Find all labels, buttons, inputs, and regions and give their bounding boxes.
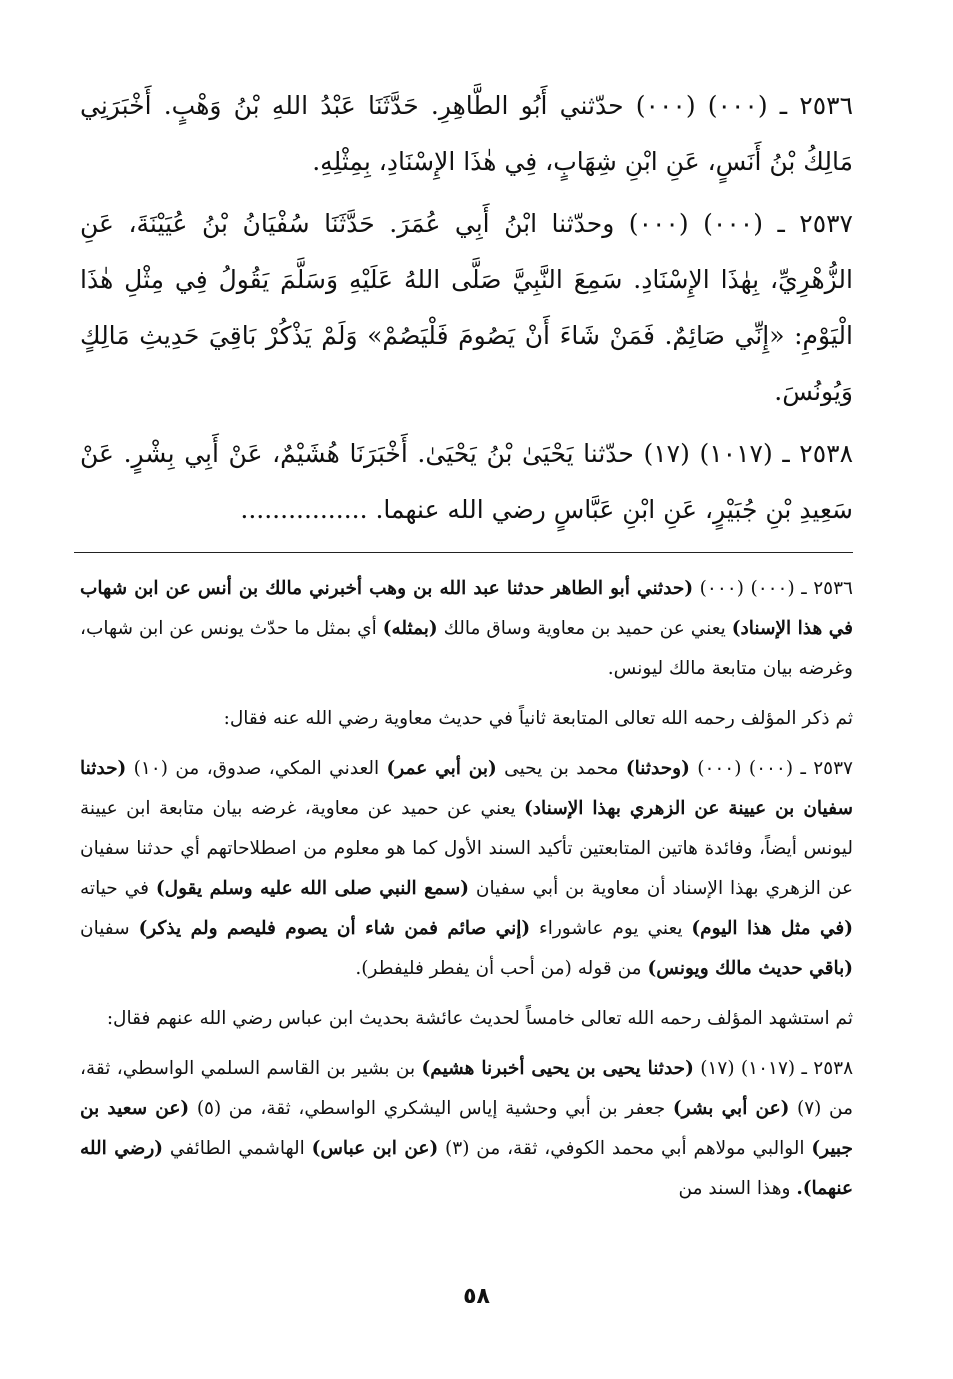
commentary-2536 — [80, 569, 853, 689]
bold-quote: (إني صائم فمن شاء أن يصوم فليصم ولم يذكر) — [138, 918, 531, 939]
commentary-intro: ثم استشهد المؤلف رحمه الله تعالى خامساً لحديث عائشة بحديث ابن عباس رضي الله عنهم فقال: — [106, 1008, 853, 1029]
bold-quote: (بمثله) — [382, 618, 438, 639]
commentary-text: جعفر بن أبي وحشية إياس اليشكري الواسطي، ثقة، من (٥) — [196, 1098, 666, 1119]
bold-quote: (بن أبي عمر) — [386, 758, 497, 779]
commentary-block — [80, 569, 853, 1209]
commentary-text: بن بشير بن القاسم السلمي الواسطي، ثقة، من (٧) — [80, 1058, 853, 1119]
bold-quote: (حدثنا يحيى بن يحيى أخبرنا هشيم) — [421, 1058, 694, 1079]
commentary-number: ٢٥٣٨ ـ (١٠١٧) (١٧) — [700, 1058, 854, 1079]
commentary-intro: ثم ذكر المؤلف رحمه الله تعالى المتابعة ثانياً في حديث معاوية رضي الله عنه فقال: — [223, 708, 853, 729]
commentary-text: محمد بن يحيى — [504, 758, 619, 779]
commentary-number: ٢٥٣٦ ـ (٠٠٠) (٠٠٠) — [699, 578, 853, 599]
bold-quote: (حدثنا سفيان بن عيينة عن الزهري بهذا الإسناد) — [80, 758, 853, 819]
commentary-2537 — [80, 749, 853, 989]
bold-quote: (حدثني أبو الطاهر حدثنا عبد الله بن وهب أخبرني مالك بن أنس عن ابن شهاب في هذا الإسناد) — [80, 578, 854, 639]
commentary-text: سفيان — [80, 918, 130, 939]
commentary-text: وهذا السند من — [678, 1178, 791, 1199]
commentary-text: أي بمثل ما حدّث يونس عن ابن شهاب، وغرضه بيان متابعة مالك ليونس. — [80, 618, 853, 679]
commentary-number: ٢٥٣٧ ـ (٠٠٠) (٠٠٠) — [697, 758, 853, 779]
commentary-text: الوالبي مولاهم أبي محمد الكوفي، ثقة، من (٣) — [445, 1138, 805, 1159]
hadith-2536: ٢٥٣٦ ـ (٠٠٠) (٠٠٠) حدّثني أَبُو الطَّاهِرِ. حَدَّثَنَا عَبْدُ اللهِ بْنُ وَهْبٍ. أَخْبَرَنِي مَالِكُ بْنُ أَنَسٍ، عَنِ ابْنِ شِهَابٍ، فِي هٰذَا الإِسْنَادِ، بِمِثْلِهِ. — [80, 91, 853, 176]
commentary-text: يعني يوم عاشوراء — [539, 918, 683, 939]
bold-quote: (عن أبي بشر) — [672, 1098, 790, 1119]
hadith-2537: ٢٥٣٧ ـ (٠٠٠) (٠٠٠) وحدّثنا ابْنُ أَبِي عُمَرَ. حَدَّثَنَا سُفْيَانُ بْنُ عُيَيْنَةَ، عَنِ الزُّهْرِيِّ، بِهٰذَا الإِسْنَادِ. سَمِعَ النَّبِيَّ صَلَّى اللهُ عَلَيْهِ وَسَلَّمَ يَقُولُ فِي مِثْلِ هٰذَا الْيَوْمِ: «إِنِّي صَائِمٌ. فَمَنْ شَاءَ أَنْ يَصُومَ فَلْيَصُمْ» وَلَمْ يَذْكُرْ بَاقِيَ حَدِيثِ مَالِكٍ وَيُونُسَ. — [80, 209, 853, 406]
commentary-text: يعني عن حميد بن معاوية وساق مالك — [443, 618, 726, 639]
commentary-text: من قوله (من أحب أن يفطر فليفطر). — [355, 958, 642, 979]
bold-quote: (سمع النبي صلى الله عليه وسلم يقول) — [155, 878, 469, 899]
commentary-text: يعني عن حميد عن معاوية، غرضه بيان متابعة ابن عيينة ليونس أيضاً، وفائدة هاتين المتابعتين تأكيد السند الأول كما هو معلوم من اصطلاحاتهم أي حدثنا سفيان عن الزهري بهذا الإسناد أن معاوية بن أبي سفيان — [80, 798, 853, 899]
page — [80, 78, 853, 1379]
bold-quote: (عن سعيد بن جبير) — [80, 1098, 853, 1159]
bold-quote: (رضي الله عنهما). — [80, 1138, 853, 1199]
commentary-2538 — [80, 1049, 853, 1209]
bold-quote: (في مثل هذا اليوم) — [691, 918, 853, 939]
commentary-text: في حياته — [80, 878, 149, 899]
page-number: ٥٨ — [463, 1284, 490, 1309]
commentary-text: الهاشمي الطائفي — [169, 1138, 305, 1159]
bold-quote: (وحدثنا) — [625, 758, 690, 779]
hadith-2538: ٢٥٣٨ ـ (١٠١٧) (١٧) حدّثنا يَحْيَىٰ بْنُ يَحْيَىٰ. أَخْبَرَنَا هُشَيْمٌ، عَنْ أَبِي بِشْرٍ. عَنْ سَعِيدِ بْنِ جُبَيْرٍ، عَنِ ابْنِ عَبَّاسٍ رضي الله عنهما. ................ — [80, 439, 853, 524]
bold-quote: (عن ابن عباس) — [311, 1138, 439, 1159]
footnote-divider — [74, 552, 853, 553]
hadith-text-block — [80, 78, 853, 538]
bold-quote: (باقي حديث مالك ويونس) — [647, 958, 853, 979]
commentary-text: العدني المكي، صدوق، من (١٠) — [133, 758, 380, 779]
